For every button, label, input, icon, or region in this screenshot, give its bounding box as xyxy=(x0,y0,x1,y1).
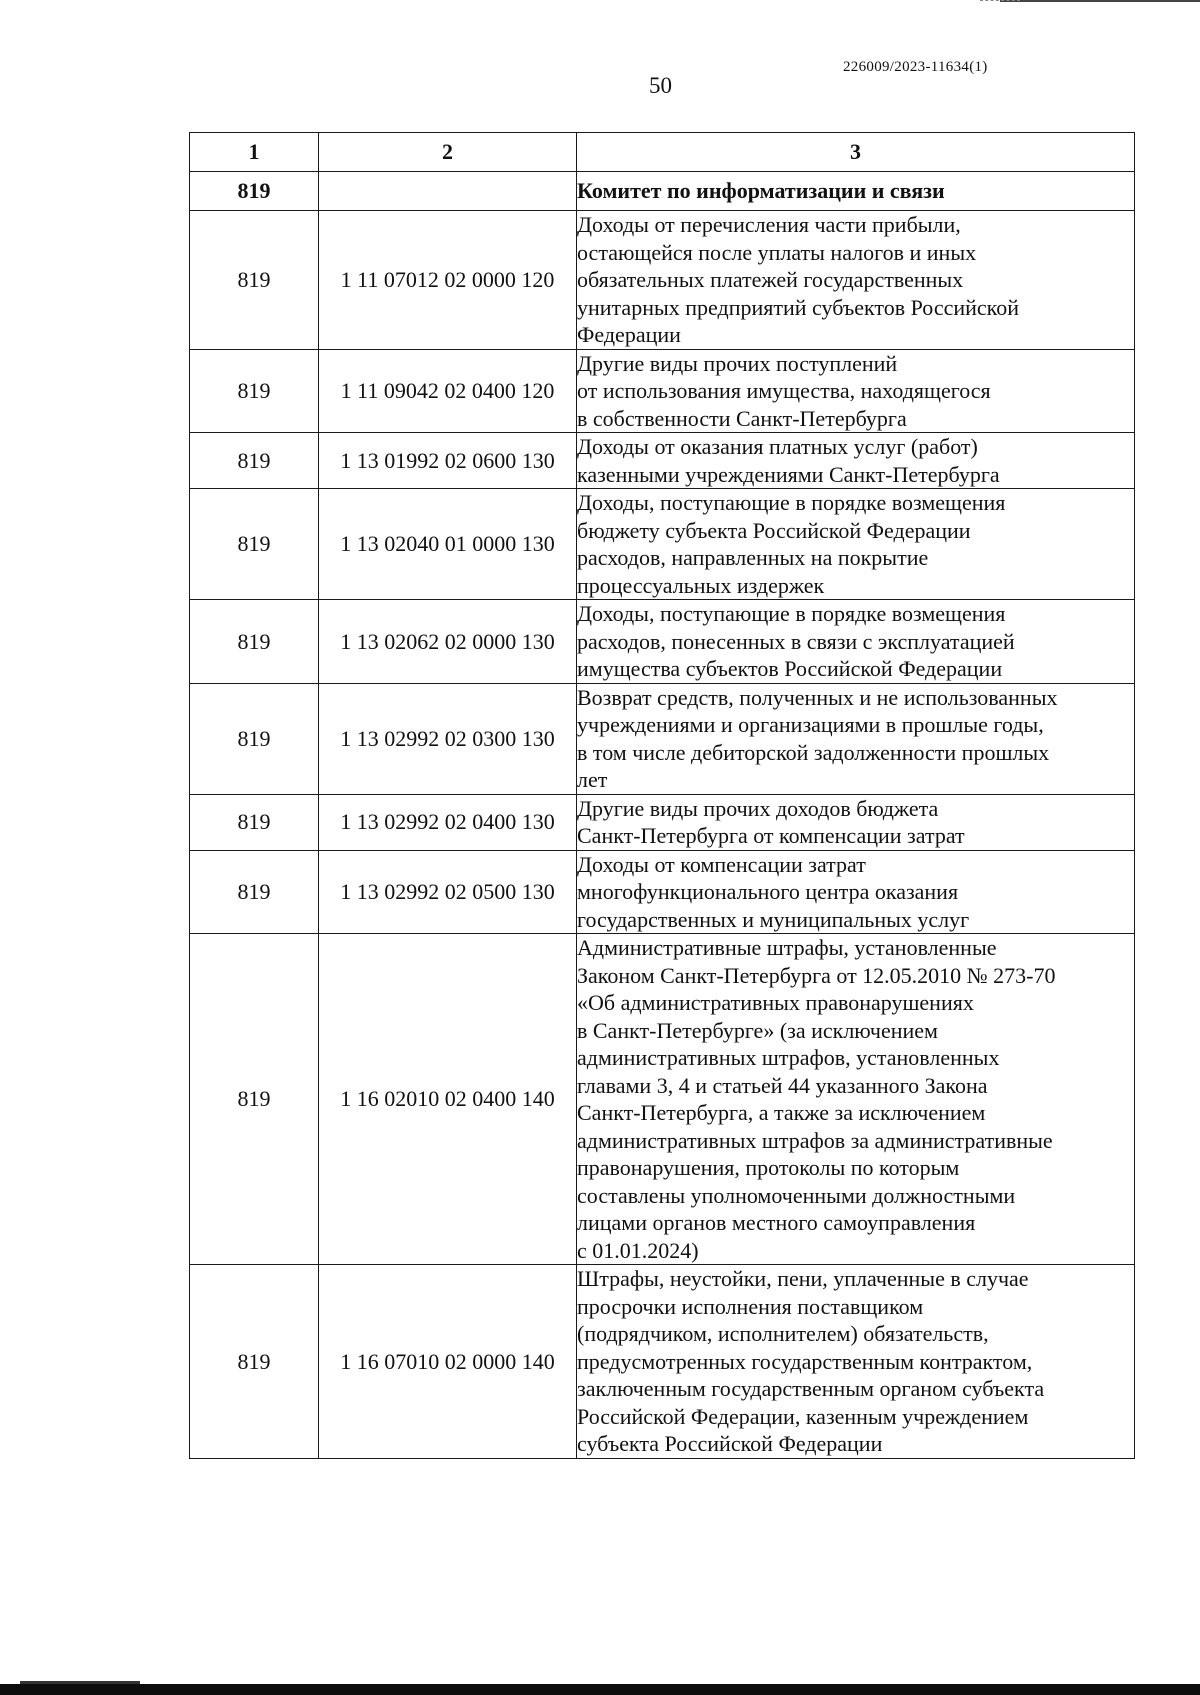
revenue-description-cell xyxy=(577,349,1135,433)
description-line: бюджету субъекта Российской Федерации xyxy=(577,517,971,543)
description-line: просрочки исполнения поставщиком xyxy=(577,1293,924,1319)
admin-code-cell: 819 xyxy=(190,683,319,794)
revenue-description-cell xyxy=(577,683,1135,794)
description-line: Федерации xyxy=(577,322,681,347)
revenue-code-cell: 1 13 02992 02 0400 130 xyxy=(319,794,577,850)
document-id: 226009/2023-11634(1) xyxy=(843,59,988,75)
table-row xyxy=(190,1265,1135,1459)
description-line: процессуальных издержек xyxy=(577,572,825,598)
admin-code-cell: 819 xyxy=(190,433,319,489)
description-line: лицами органов местного самоуправления xyxy=(577,1210,976,1235)
description-line: многофункционального центра оказания xyxy=(577,879,959,904)
description-line: от использования имущества, находящегося xyxy=(577,378,991,403)
scan-top-edge xyxy=(1000,0,1200,2)
table-row xyxy=(190,683,1135,794)
revenue-description-cell xyxy=(577,850,1135,934)
description-line: заключенным государственным органом субъекта xyxy=(577,1376,1045,1401)
description-line: Российской Федерации, казенным учреждением xyxy=(577,1403,1029,1429)
admin-code-cell: 819 xyxy=(190,1265,319,1459)
description-line: в собственности Санкт-Петербурга xyxy=(577,405,907,431)
revenue-description-cell xyxy=(577,211,1135,350)
description-line: субъекта Российской Федерации xyxy=(577,1431,883,1456)
committee-row xyxy=(190,172,1135,211)
column-header-2: 2 xyxy=(319,133,577,172)
column-number-row xyxy=(190,133,1135,172)
committee-name: Комитет по информатизации и связи xyxy=(577,172,1135,211)
column-header-3: 3 xyxy=(577,133,1135,172)
admin-code-cell: 819 xyxy=(190,349,319,433)
description-line: Возврат средств, полученных и не использованных xyxy=(577,684,1058,710)
description-line: обязательных платежей государственных xyxy=(577,267,964,292)
description-line: Санкт-Петербурга от компенсации затрат xyxy=(577,823,965,848)
revenue-code-cell: 1 13 02062 02 0000 130 xyxy=(319,600,577,684)
description-line: лет xyxy=(577,767,608,792)
table-row xyxy=(190,433,1135,489)
description-line: учреждениями и организациями в прошлые годы, xyxy=(577,712,1044,737)
description-line: унитарных предприятий субъектов Российской xyxy=(577,294,1020,320)
revenue-description-cell xyxy=(577,934,1135,1265)
admin-code-cell: 819 xyxy=(190,600,319,684)
table-row xyxy=(190,850,1135,934)
description-line: административных штрафов, установленных xyxy=(577,1045,1000,1070)
description-line: имущества субъектов Российской Федерации xyxy=(577,656,1003,681)
description-line: Доходы, поступающие в порядке возмещения xyxy=(577,490,1006,515)
revenue-code-cell: 1 11 09042 02 0400 120 xyxy=(319,349,577,433)
page-number: 50 xyxy=(649,73,672,98)
revenue-code-cell: 1 16 02010 02 0400 140 xyxy=(319,934,577,1265)
description-line: Доходы от перечисления части прибыли, xyxy=(577,212,961,237)
description-line: «Об административных правонарушениях xyxy=(577,990,974,1015)
revenue-description-cell xyxy=(577,433,1135,489)
revenue-code-cell: 1 11 07012 02 0000 120 xyxy=(319,211,577,350)
revenue-description-cell xyxy=(577,1265,1135,1459)
revenue-code-cell: 1 13 02992 02 0500 130 xyxy=(319,850,577,934)
description-line: составлены уполномоченными должностными xyxy=(577,1182,1016,1208)
description-line: в том числе дебиторской задолженности прошлых xyxy=(577,739,1050,765)
revenue-description-cell xyxy=(577,489,1135,600)
admin-code-cell: 819 xyxy=(190,211,319,350)
table-row xyxy=(190,934,1135,1265)
table-row xyxy=(190,489,1135,600)
table-row xyxy=(190,794,1135,850)
committee-admin-code: 819 xyxy=(190,172,319,211)
committee-revenue-code xyxy=(319,172,577,211)
description-line: остающейся после уплаты налогов и иных xyxy=(577,239,977,265)
description-line: Доходы от компенсации затрат xyxy=(577,851,866,877)
description-line: Административные штрафы, установленные xyxy=(577,935,997,960)
description-line: предусмотренных государственным контрактом, xyxy=(577,1348,1033,1374)
revenue-description-cell xyxy=(577,600,1135,684)
table-row xyxy=(190,600,1135,684)
revenue-code-cell: 1 13 01992 02 0600 130 xyxy=(319,433,577,489)
admin-code-cell: 819 xyxy=(190,850,319,934)
description-line: Санкт-Петербурга, а также за исключением xyxy=(577,1100,986,1125)
scan-top-dashes xyxy=(980,0,1020,2)
description-line: главами 3, 4 и статьей 44 указанного Закона xyxy=(577,1072,988,1098)
description-line: в Санкт-Петербурге» (за исключением xyxy=(577,1017,938,1043)
revenue-codes-table xyxy=(189,132,1135,1459)
description-line: Законом Санкт-Петербурга от 12.05.2010 № 273-70 xyxy=(577,962,1056,988)
description-line: расходов, направленных на покрытие xyxy=(577,545,929,570)
revenue-code-cell: 1 13 02992 02 0300 130 xyxy=(319,683,577,794)
scan-bottom-edge xyxy=(0,1684,1200,1695)
revenue-code-cell: 1 16 07010 02 0000 140 xyxy=(319,1265,577,1459)
admin-code-cell: 819 xyxy=(190,489,319,600)
admin-code-cell: 819 xyxy=(190,794,319,850)
description-line: правонарушения, протоколы по которым xyxy=(577,1155,960,1180)
revenue-code-cell: 1 13 02040 01 0000 130 xyxy=(319,489,577,600)
description-line: Доходы от оказания платных услуг (работ) xyxy=(577,434,978,459)
table-row xyxy=(190,349,1135,433)
description-line: государственных и муниципальных услуг xyxy=(577,906,970,932)
revenue-description-cell xyxy=(577,794,1135,850)
description-line: административных штрафов за административные xyxy=(577,1127,1053,1153)
description-line: (подрядчиком, исполнителем) обязательств, xyxy=(577,1321,989,1346)
description-line: казенными учреждениями Санкт-Петербурга xyxy=(577,461,1000,487)
description-line: Доходы, поступающие в порядке возмещения xyxy=(577,601,1006,626)
admin-code-cell: 819 xyxy=(190,934,319,1265)
description-line: расходов, понесенных в связи с эксплуатацией xyxy=(577,628,1015,654)
description-line: с 01.01.2024) xyxy=(577,1237,699,1263)
description-line: Другие виды прочих поступлений xyxy=(577,350,898,376)
description-line: Другие виды прочих доходов бюджета xyxy=(577,795,939,821)
description-line: Штрафы, неустойки, пени, уплаченные в случае xyxy=(577,1266,1029,1291)
column-header-1: 1 xyxy=(190,133,319,172)
table-row xyxy=(190,211,1135,350)
